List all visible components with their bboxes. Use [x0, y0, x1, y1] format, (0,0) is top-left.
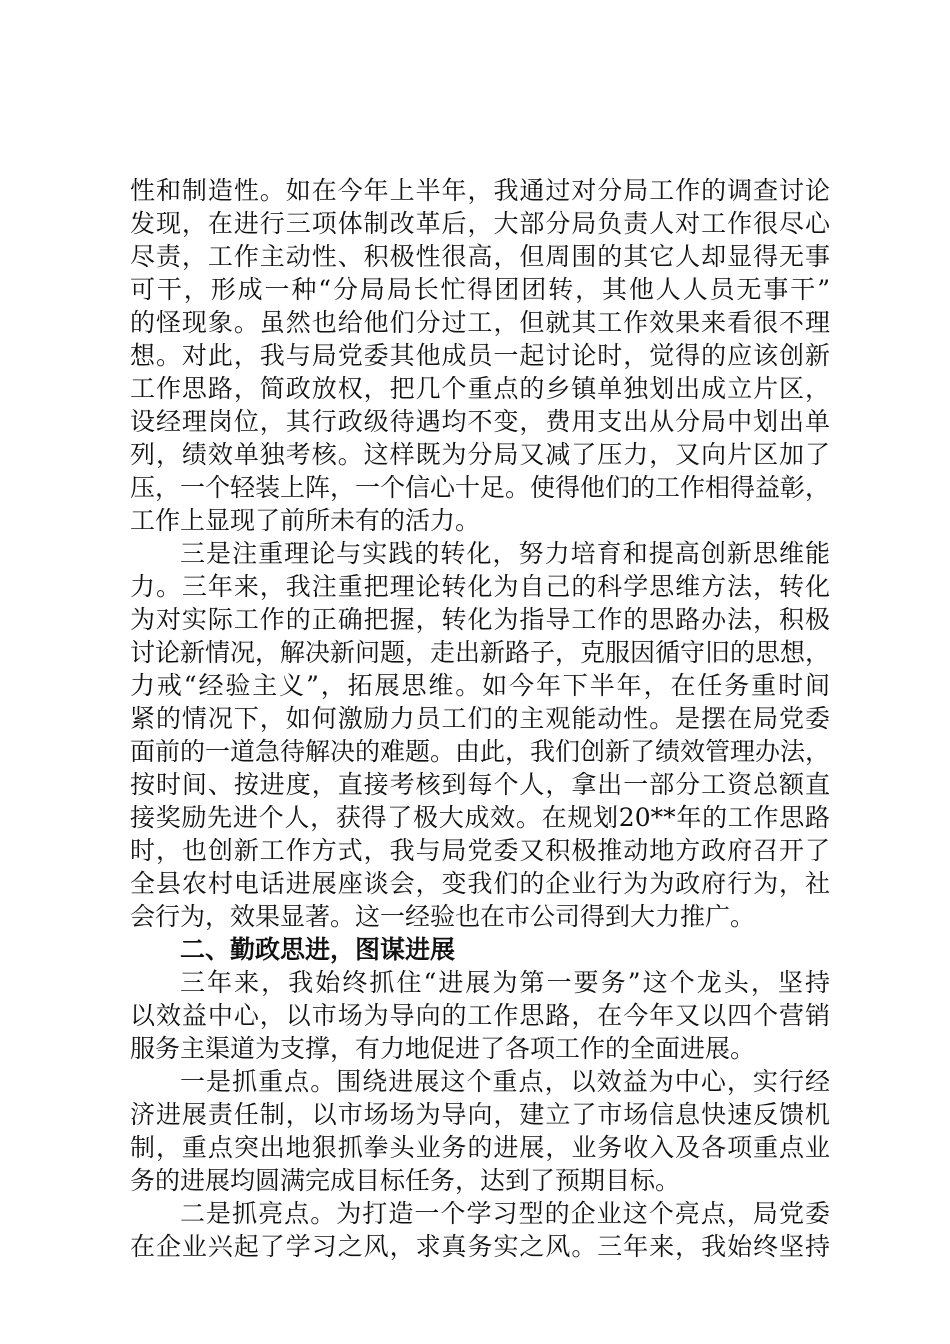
text-line: 力戒“经验主义”，拓展思维。如今年下半年，在任务重时间 — [130, 671, 830, 700]
text-line: 三是注重理论与实践的转化，努力培育和提高创新思维能 — [180, 539, 830, 568]
section-heading: 二、勤政思进，图谋进展 — [180, 935, 456, 964]
text-line: 工作上显现了前所未有的活力。 — [130, 506, 481, 535]
text-line: 的怪现象。虽然也给他们分过工，但就其工作效果来看很不理 — [130, 308, 830, 337]
text-line: 时，也创新工作方式，我与局党委又积极推动地方政府召开了 — [130, 836, 830, 865]
text-line: 会行为，效果显著。这一经验也在市公司得到大力推广。 — [130, 902, 756, 931]
text-line: 紧的情况下，如何激励力员工们的主观能动性。是摆在局党委 — [130, 704, 830, 733]
text-line: 可干，形成一种“分局局长忙得团团转，其他人人员无事干” — [130, 275, 830, 304]
text-line: 在企业兴起了学习之风，求真务实之风。三年来，我始终坚持 — [130, 1232, 830, 1261]
text-line: 讨论新情况，解决新问题，走出新路子，克服因循守旧的思想， — [130, 638, 830, 667]
text-line: 性和制造性。如在今年上半年，我通过对分局工作的调查讨论 — [130, 176, 830, 205]
text-line: 设经理岗位，其行政级待遇均不变，费用支出从分局中划出单 — [130, 407, 830, 436]
text-line: 力。三年来，我注重把理论转化为自己的科学思维方法，转化 — [130, 572, 830, 601]
text-line: 一是抓重点。围绕进展这个重点，以效益为中心，实行经 — [180, 1067, 830, 1096]
text-line: 压，一个轻装上阵，一个信心十足。使得他们的工作相得益彰， — [130, 473, 830, 502]
text-line: 列，绩效单独考核。这样既为分局又减了压力，又向片区加了 — [130, 440, 830, 469]
text-line: 服务主渠道为支撑，有力地促进了各项工作的全面进展。 — [130, 1034, 756, 1063]
text-line: 全县农村电话进展座谈会，变我们的企业行为为政府行为，社 — [130, 869, 830, 898]
text-line: 发现，在进行三项体制改革后，大部分局负责人对工作很尽心 — [130, 209, 830, 238]
document-body — [130, 174, 830, 1263]
text-line: 尽责，工作主动性、积极性很高，但周围的其它人却显得无事 — [130, 242, 830, 271]
text-line: 接奖励先进个人，获得了极大成效。在规划20**年的工作思路 — [130, 803, 830, 832]
text-line: 务的进展均圆满完成目标任务，达到了预期目标。 — [130, 1166, 681, 1195]
text-line: 制，重点突出地狠抓拳头业务的进展，业务收入及各项重点业 — [130, 1133, 830, 1162]
text-line: 面前的一道急待解决的难题。由此，我们创新了绩效管理办法， — [130, 737, 830, 766]
text-line: 三年来，我始终抓住“进展为第一要务”这个龙头，坚持 — [180, 968, 830, 997]
text-line: 想。对此，我与局党委其他成员一起讨论时，觉得的应该创新 — [130, 341, 830, 370]
text-line: 二是抓亮点。为打造一个学习型的企业这个亮点，局党委 — [180, 1199, 830, 1228]
text-line: 工作思路，简政放权，把几个重点的乡镇单独划出成立片区， — [130, 374, 830, 403]
text-line: 按时间、按进度，直接考核到每个人，拿出一部分工资总额直 — [130, 770, 830, 799]
text-line: 济进展责任制，以市场场为导向，建立了市场信息快速反馈机 — [130, 1100, 830, 1129]
text-line: 以效益中心，以市场为导向的工作思路，在今年又以四个营销 — [130, 1001, 830, 1030]
text-line: 为对实际工作的正确把握，转化为指导工作的思路办法，积极 — [130, 605, 830, 634]
